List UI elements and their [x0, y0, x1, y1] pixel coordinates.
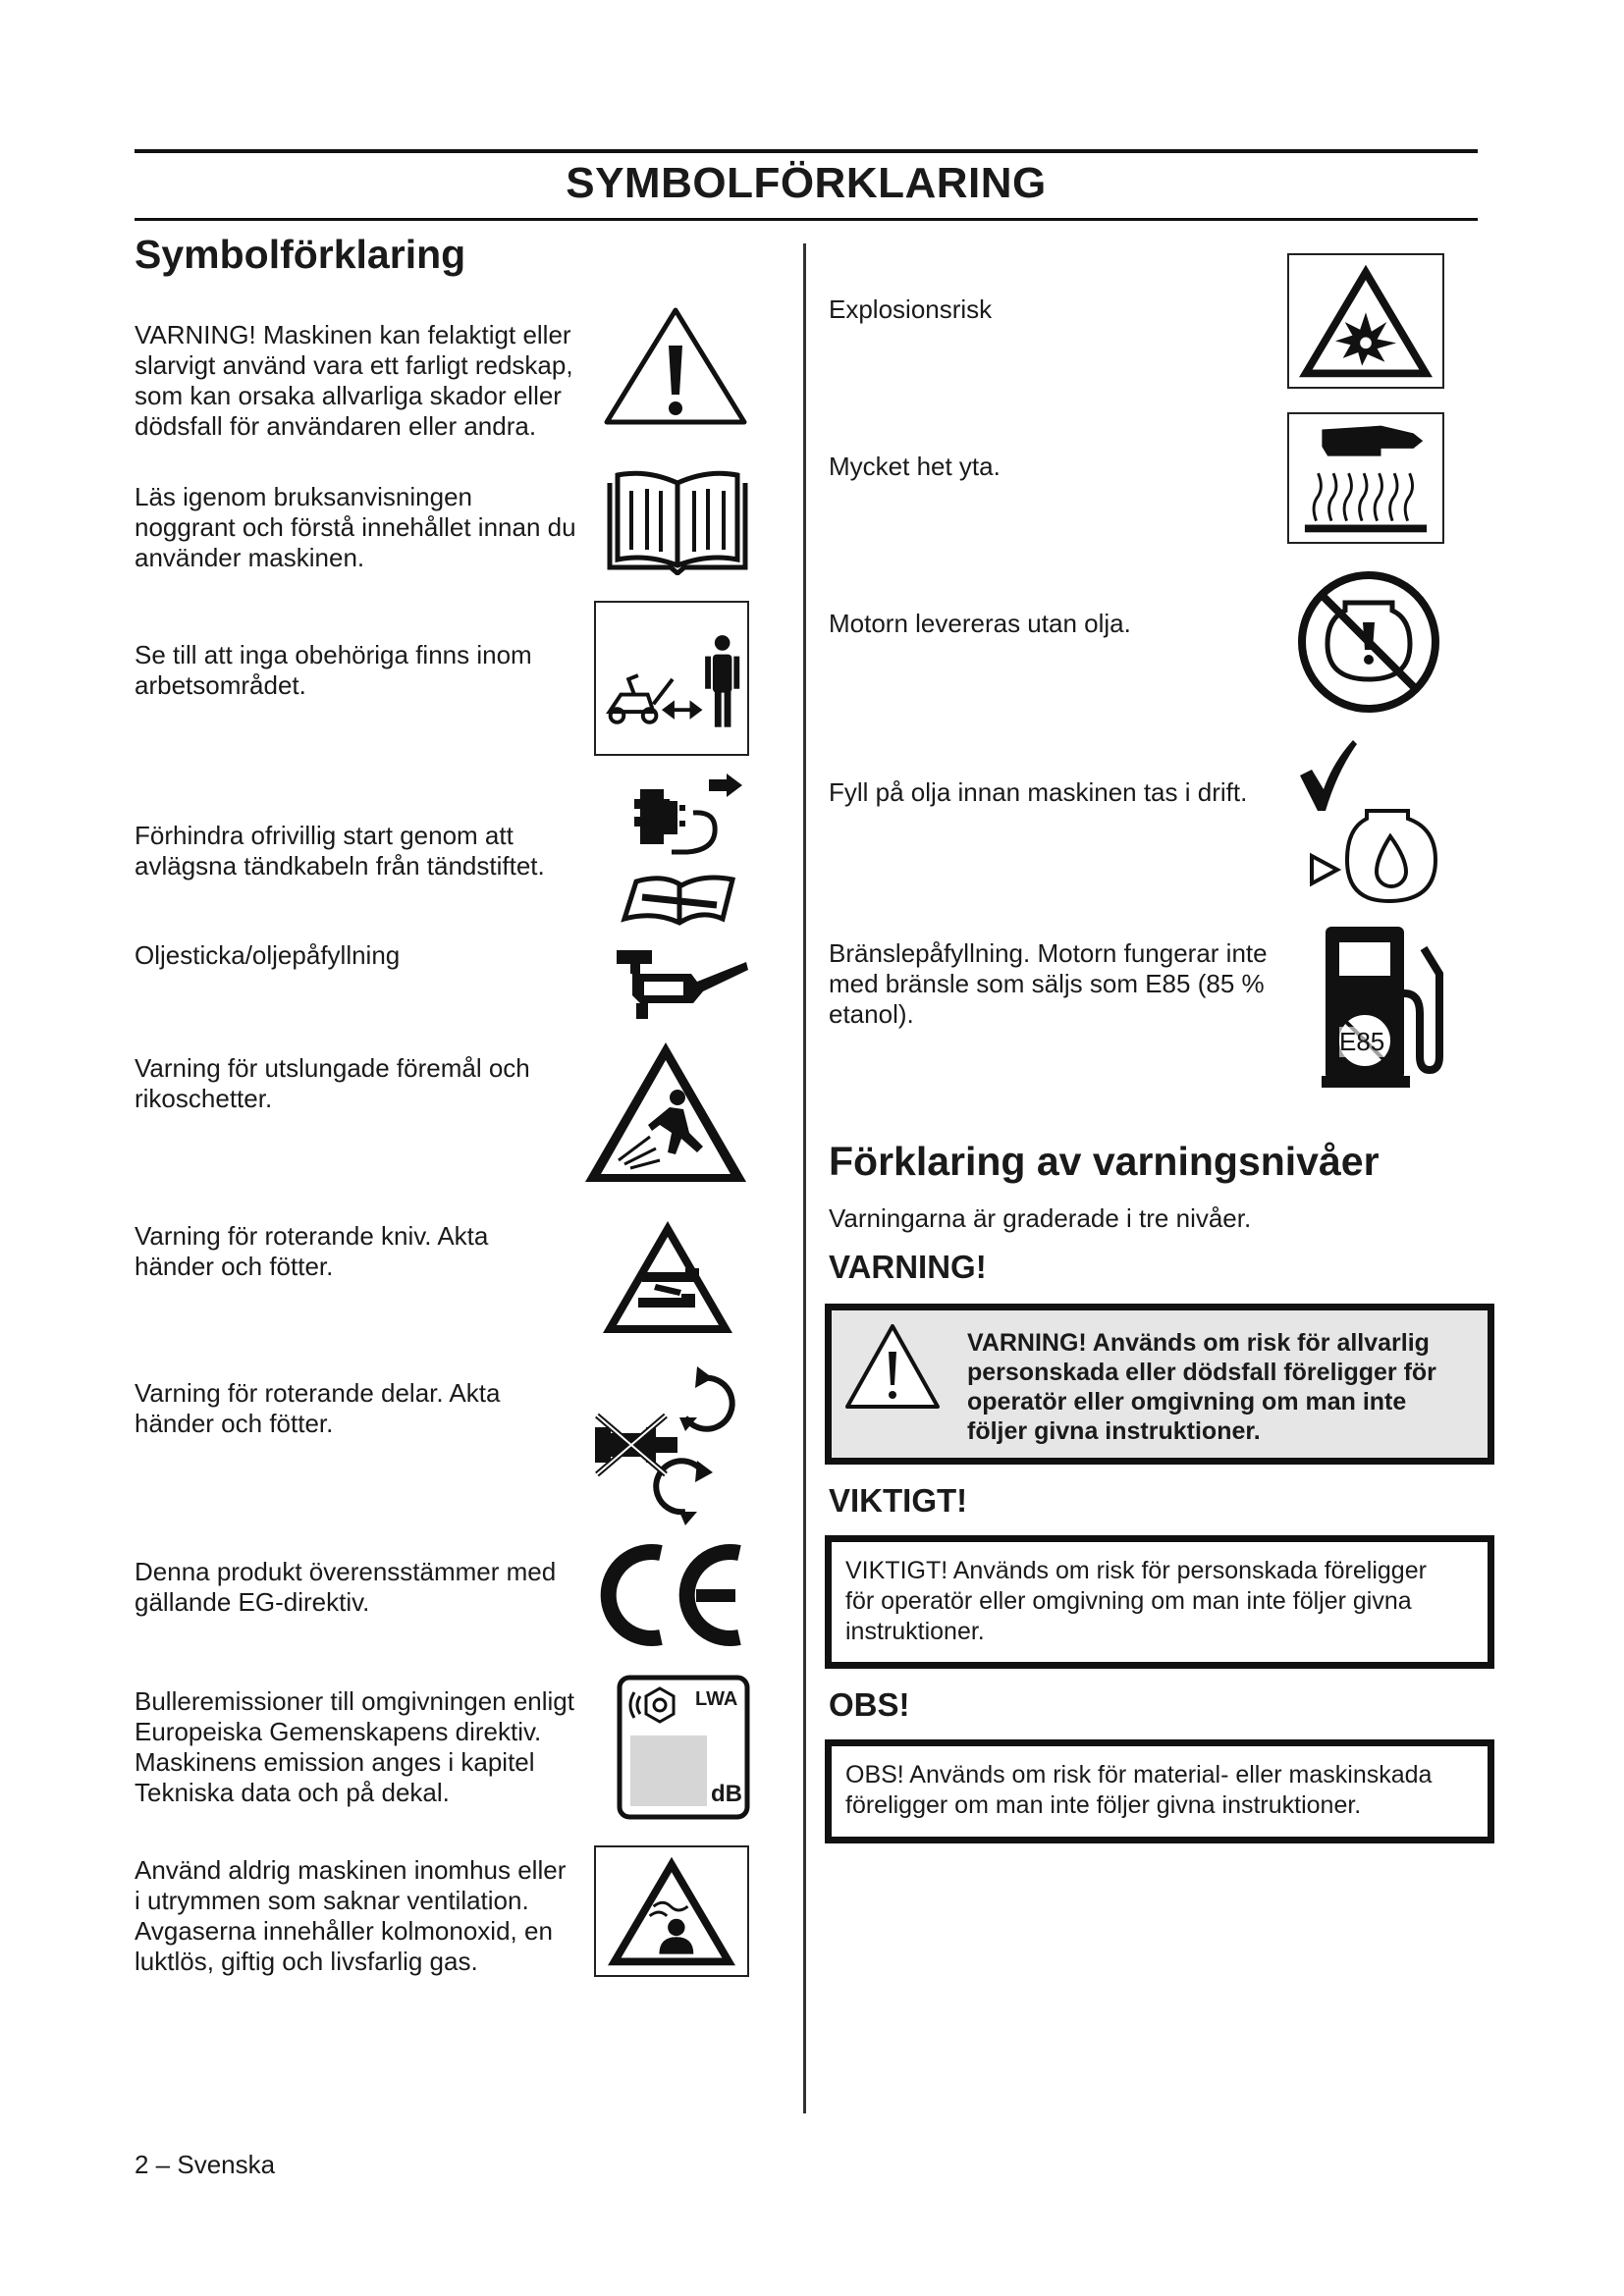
right-item-text: Fyll på olja innan maskinen tas i drift.	[829, 777, 1248, 807]
open-manual-icon	[604, 469, 751, 575]
page-title: SYMBOLFÖRKLARING	[566, 159, 1047, 207]
right-item-text: Mycket het yta.	[829, 452, 1001, 481]
left-item-text: Förhindra ofrivillig start genom att avlägsna tändkabeln från tändstiftet.	[135, 821, 545, 881]
fuel-no-e85-icon	[1322, 925, 1443, 1090]
left-item-text: Denna produkt överensstämmer med gällande EG-direktiv.	[135, 1557, 557, 1617]
keep-distance-icon	[594, 601, 749, 756]
important-box	[825, 1535, 1494, 1669]
explosion-risk-icon	[1287, 253, 1444, 389]
left-item-text: Oljesticka/oljepåfyllning	[135, 940, 401, 970]
header-rule-bottom	[135, 218, 1478, 221]
warning-triangle-icon	[601, 304, 750, 428]
left-heading: Symbolförklaring	[135, 232, 466, 277]
left-item-text: VARNING! Maskinen kan felaktigt eller slarvigt använd vara ett farligt redskap, som kan orsaka allvarliga skador eller dödsfall för användaren eller andra.	[135, 320, 573, 441]
spark-plug-disconnect-icon	[611, 772, 748, 934]
no-oil-icon	[1294, 567, 1443, 717]
levels-heading: Förklaring av varningsnivåer	[829, 1139, 1380, 1184]
levels-intro: Varningarna är graderade i tre nivåer.	[829, 1203, 1252, 1233]
column-divider	[803, 243, 806, 2113]
warning-box	[825, 1304, 1494, 1465]
noise-lwa-label: LWA	[695, 1688, 738, 1710]
header-rule-top	[135, 149, 1478, 153]
noise-emission-icon	[617, 1675, 750, 1820]
warning-triangle-icon	[841, 1320, 944, 1415]
right-item-text: Explosionsrisk	[829, 294, 993, 324]
important-level-label: VIKTIGT!	[829, 1482, 968, 1519]
note-level-label: OBS!	[829, 1686, 910, 1723]
exhaust-gas-warning-icon	[594, 1845, 749, 1977]
right-item-text: Bränslepåfyllning. Motorn fungerar inte med bränsle som säljs som E85 (85 % etanol).	[829, 938, 1268, 1029]
right-item-text: Motorn levereras utan olja.	[829, 609, 1131, 638]
e85-label: E85	[1339, 1027, 1385, 1056]
rotating-parts-icon	[587, 1359, 750, 1531]
warning-level-label: VARNING!	[829, 1249, 987, 1285]
note-box	[825, 1739, 1494, 1843]
fill-oil-icon	[1294, 734, 1445, 911]
left-item-text: Se till att inga obehöriga finns inom arbetsområdet.	[135, 640, 532, 700]
warning-box-text: VARNING! Används om risk för allvarlig personskada eller dödsfall föreligger för operatör eller omgivning om man inte följer givna instruktioner.	[967, 1329, 1436, 1445]
hot-surface-icon	[1287, 412, 1444, 544]
important-box-text: VIKTIGT! Används om risk för personskada föreligger för operatör eller omgivning om man inte följer givna instruktioner.	[845, 1557, 1427, 1645]
page-number: 2 – Svenska	[135, 2150, 276, 2179]
left-item-text: Bulleremissioner till omgivningen enligt Europeiska Gemenskapens direktiv. Maskinens emission anges i kapitel Tekniska data och på dekal.	[135, 1686, 574, 1807]
left-item-text: Varning för roterande kniv. Akta händer och fötter.	[135, 1221, 489, 1281]
note-box-text: OBS! Används om risk för material- eller maskinskada föreligger om man inte följer givna instruktioner.	[845, 1761, 1433, 1819]
left-item-text: Använd aldrig maskinen inomhus eller i utrymmen som saknar ventilation. Avgaserna innehåller kolmonoxid, en luktlös, giftig och livsfarlig gas.	[135, 1855, 567, 1976]
rotating-blade-warning-icon	[599, 1217, 736, 1339]
ce-mark-icon	[592, 1541, 751, 1649]
left-item-text: Varning för roterande delar. Akta händer och fötter.	[135, 1378, 501, 1438]
left-item-text: Läs igenom bruksanvisningen noggrant och förstå innehållet innan du använder maskinen.	[135, 482, 576, 572]
thrown-objects-warning-icon	[581, 1039, 750, 1188]
oil-can-icon	[611, 942, 750, 1021]
noise-db-label: dB	[711, 1781, 742, 1807]
left-item-text: Varning för utslungade föremål och rikoschetter.	[135, 1053, 530, 1113]
